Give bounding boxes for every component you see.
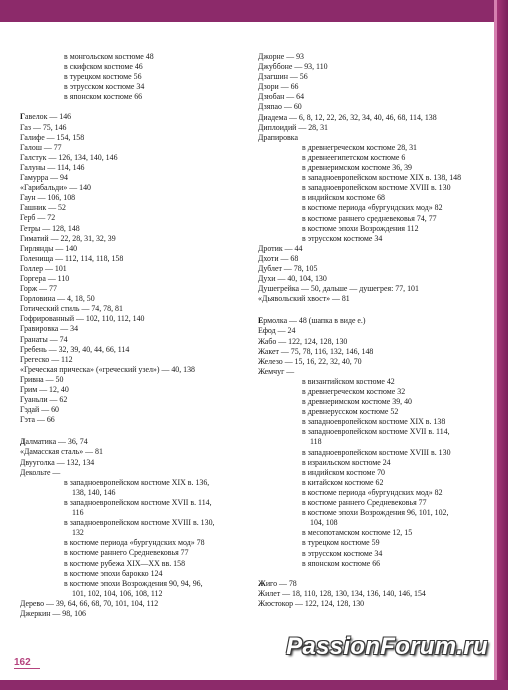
entry-text: иго — 78 (265, 578, 297, 588)
entry-text: в японском костюме 66 (64, 92, 143, 102)
entry-text: Голенища — 112, 114, 118, 158 (20, 253, 124, 263)
index-entry (20, 599, 248, 609)
entry-text: в монгольском костюме 48 (64, 52, 154, 61)
index-subentry (258, 203, 490, 213)
index-entry (20, 112, 248, 122)
entry-text: Джеркин — 98, 106 (20, 608, 86, 618)
section-initial-letter: Е (258, 316, 264, 326)
entry-text: Гашник — 52 (20, 203, 66, 213)
entry-text: в западноевропейском костюме XVIII в. 130 (302, 447, 451, 457)
entry-text: в западноевропейском костюме XVII в. 114, (64, 497, 212, 507)
entry-text: Герб — 72 (20, 213, 56, 223)
entry-text: в древнегреческом костюме 28, 31 (302, 142, 417, 152)
section-gap (20, 425, 248, 437)
index-entry (20, 224, 248, 234)
index-entry (258, 82, 490, 92)
index-entry (258, 264, 490, 274)
index-subentry (258, 528, 490, 538)
index-subentry (20, 569, 248, 579)
index-entry (20, 274, 248, 284)
watermark-logo: PassionForum.ru (286, 633, 488, 660)
index-subentry (20, 478, 248, 498)
index-column-right (258, 52, 490, 609)
index-subentry (258, 498, 490, 508)
entry-text: Диадема — 6, 8, 12, 22, 26, 32, 34, 40, 46, 68, 114, 138 (258, 112, 437, 122)
index-entry (20, 355, 248, 365)
index-entry (20, 294, 248, 304)
index-entry (20, 437, 248, 447)
index-subentry (258, 478, 490, 488)
entry-text: Газ — 75, 146 (20, 122, 67, 132)
entry-text: Жакет — 75, 78, 116, 132, 146, 148 (258, 346, 374, 356)
section-initial-letter: Г (20, 112, 26, 122)
entry-text: в костюме эпохи Возрождения 112 (302, 223, 419, 233)
entry-text: Жабо — 122, 124, 128, 130 (258, 336, 348, 346)
index-subentry (258, 173, 490, 183)
index-subentry (258, 458, 490, 468)
index-entry (258, 316, 490, 326)
index-entry (258, 123, 490, 133)
entry-text: в костюме периода «бургундских мод» 78 (64, 538, 205, 548)
entry-text: Готический стиль — 74, 78, 81 (20, 304, 123, 314)
index-entry (258, 244, 490, 254)
index-entry (20, 254, 248, 264)
entry-text: в японском костюме 66 (302, 558, 381, 568)
index-subentry (258, 143, 490, 153)
index-entry (258, 133, 490, 143)
index-entry (258, 102, 490, 112)
entry-text: Гуаньли — 62 (20, 395, 68, 405)
index-subentry (258, 488, 490, 498)
index-entry (20, 213, 248, 223)
right-border-bar (494, 0, 508, 690)
index-entry (258, 599, 490, 609)
entry-text: Дзори — 66 (258, 82, 299, 92)
index-subentry (258, 224, 490, 234)
entry-text: в западноевропейском костюме XVIII в. 130 (302, 183, 451, 193)
entry-continuation: 101, 102, 104, 106, 108, 112 (72, 588, 163, 598)
entry-text: Гирлянды — 140 (20, 243, 78, 253)
entry-text: в костюме раннего Средневековья 77 (64, 548, 189, 558)
entry-text: в западноевропейском костюме XIX в. 138, 148 (302, 173, 462, 183)
entry-text: в костюме периода «бургундских мод» 82 (302, 487, 443, 497)
entry-text: Дзагшин — 56 (258, 72, 308, 82)
index-subentry (20, 72, 248, 82)
index-subentry (20, 548, 248, 558)
entry-text: Грим — 12, 40 (20, 385, 69, 394)
index-entry (258, 52, 490, 62)
entry-text: в этрусском костюме 34 (302, 548, 383, 558)
index-entry (258, 579, 490, 589)
index-subentry (258, 559, 490, 569)
entry-text: Декольте — (20, 467, 61, 477)
index-subentry (258, 538, 490, 548)
entry-text: Голлер — 101 (20, 263, 67, 273)
index-entry (20, 153, 248, 163)
entry-text: Гаун — 106, 108 (20, 193, 76, 203)
index-entry (20, 173, 248, 183)
entry-text: в западноевропейском костюме XVIII в. 130, (64, 518, 215, 528)
entry-text: в турецком костюме 59 (302, 538, 380, 548)
index-entry (258, 284, 490, 294)
index-entry (20, 405, 248, 415)
section-gap (20, 102, 248, 112)
entry-text: в древнегреческом костюме 32 (302, 387, 406, 396)
index-entry (20, 284, 248, 294)
index-subentry (20, 538, 248, 548)
entry-text: в костюме периода «бургундских мод» 82 (302, 203, 443, 213)
entry-text: Дхоти — 68 (258, 253, 299, 263)
index-subentry (258, 468, 490, 478)
entry-text: Дублет — 78, 105 (258, 263, 318, 273)
index-entry (20, 234, 248, 244)
entry-text: в месопотамском костюме 12, 15 (302, 528, 413, 538)
index-subentry (258, 377, 490, 387)
entry-continuation: 104, 108 (310, 518, 338, 528)
index-subentry (20, 559, 248, 569)
index-entry (258, 337, 490, 347)
entry-text: Ефод — 24 (258, 326, 296, 336)
entry-text: в костюме раннего Средневековья 77 (302, 498, 427, 508)
index-entry (20, 304, 248, 314)
index-entry (258, 294, 490, 304)
entry-text: алматика — 36, 74 (25, 437, 88, 447)
entry-text: «Дамасская сталь» — 81 (20, 447, 103, 457)
entry-text: в костюме эпохи барокко 124 (64, 568, 163, 578)
index-subentry (20, 498, 248, 518)
index-subentry (20, 518, 248, 538)
entry-text: в древнеегипетском костюме 6 (302, 152, 406, 162)
index-subentry (258, 214, 490, 224)
index-subentry (258, 153, 490, 163)
entry-text: в западноевропейском костюме XVII в. 114, (302, 427, 450, 437)
entry-text: Джуббоне — 93, 110 (258, 62, 328, 72)
entry-text: Горж — 77 (20, 284, 57, 294)
index-entry (258, 357, 490, 367)
section-gap (258, 304, 490, 316)
entry-text: Гребень — 32, 39, 40, 44, 66, 114 (20, 344, 130, 354)
entry-text: в турецком костюме 56 (64, 72, 142, 82)
index-entry (20, 415, 248, 425)
entry-text: Галифе — 154, 158 (20, 132, 85, 142)
index-subentry (258, 407, 490, 417)
entry-text: в израильском костюме 24 (302, 457, 391, 467)
entry-continuation: 132 (72, 528, 84, 538)
index-entry (20, 458, 248, 468)
index-entry (20, 264, 248, 274)
entry-text: Двууголка — 132, 134 (20, 457, 95, 467)
index-entry (20, 395, 248, 405)
entry-text: «Дьявольский хвост» — 81 (258, 294, 350, 304)
index-entry (258, 72, 490, 82)
index-entry (20, 345, 248, 355)
page-number: 162 (14, 657, 31, 668)
entry-text: Дротик — 44 (258, 243, 303, 253)
entry-text: рмолка — 48 (шапка в виде е.) (263, 316, 366, 326)
index-subentry (20, 62, 248, 72)
index-entry (20, 193, 248, 203)
entry-text: «Греческая прическа» («греческий узел») — 40, 138 (20, 364, 196, 374)
entry-text: Железо — 15, 16, 22, 32, 40, 70 (258, 356, 362, 366)
entry-continuation: 118 (310, 437, 322, 447)
entry-text: Галуны — 114, 146 (20, 162, 85, 172)
index-entry (20, 447, 248, 457)
entry-text: Дзяпао — 60 (258, 102, 302, 112)
entry-text: Галстук — 126, 134, 140, 146 (20, 152, 118, 162)
entry-text: в индийском костюме 70 (302, 467, 385, 477)
entry-text: в древнеримском костюме 39, 40 (302, 397, 412, 407)
entry-text: Горгера — 110 (20, 273, 70, 283)
entry-text: Жюстокор — 122, 124, 128, 130 (258, 598, 365, 608)
index-subentry (258, 387, 490, 397)
entry-text: Гривна — 50 (20, 374, 64, 384)
index-entry (20, 609, 248, 619)
entry-text: в западноевропейском костюме XIX в. 138 (302, 417, 446, 427)
entry-text: Душегрейка — 50, дальше — душегрея: 77, 101 (258, 284, 419, 294)
index-entry (20, 183, 248, 193)
page-number-underline (14, 668, 40, 669)
entry-text: в древнерусском костюме 52 (302, 407, 399, 417)
index-entry (20, 143, 248, 153)
entry-text: в византийском костюме 42 (302, 376, 395, 386)
index-entry (20, 375, 248, 385)
index-entry (20, 314, 248, 324)
index-column-left (20, 52, 248, 619)
entry-text: в скифском костюме 46 (64, 62, 143, 72)
index-entry (20, 468, 248, 478)
index-subentry (20, 579, 248, 599)
index-subentry (258, 508, 490, 528)
index-entry (20, 324, 248, 334)
index-entry (258, 113, 490, 123)
entry-text: Грегеско — 112 (20, 354, 73, 364)
index-entry (258, 367, 490, 377)
entry-text: в этрусском костюме 34 (64, 82, 145, 92)
index-subentry (258, 193, 490, 203)
index-entry (258, 274, 490, 284)
index-subentry (20, 92, 248, 102)
section-initial-letter: Д (20, 437, 26, 447)
index-subentry (20, 52, 248, 62)
entry-text: в этрусском костюме 34 (302, 233, 383, 243)
top-border-bar (0, 0, 508, 22)
entry-text: Гравировка — 34 (20, 324, 79, 334)
entry-text: Дерево — 39, 64, 66, 68, 70, 101, 104, 112 (20, 598, 159, 608)
index-entry (258, 92, 490, 102)
index-subentry (258, 397, 490, 407)
entry-text: в костюме рубежа XIX—XX вв. 158 (64, 558, 186, 568)
index-entry (20, 385, 248, 395)
index-entry (20, 365, 248, 375)
index-entry (20, 123, 248, 133)
entry-text: в костюме эпохи Возрождения 96, 101, 102, (302, 508, 449, 518)
entry-text: Дзюбан — 64 (258, 92, 305, 102)
entry-text: в древнеримском костюме 36, 39 (302, 163, 412, 173)
index-entry (20, 203, 248, 213)
index-subentry (258, 234, 490, 244)
entry-text: Духи — 40, 104, 130 (258, 274, 327, 284)
index-entry (258, 254, 490, 264)
index-entry (20, 133, 248, 143)
index-subentry (258, 163, 490, 173)
index-entry (20, 163, 248, 173)
index-entry (258, 326, 490, 336)
entry-text: «Гарибальди» — 140 (20, 183, 91, 193)
entry-text: авелок — 146 (25, 112, 72, 122)
entry-text: Жилет — 18, 110, 128, 130, 134, 136, 140, 146, 154 (258, 588, 426, 598)
entry-text: Жемчуг — (258, 366, 295, 376)
entry-continuation: 116 (72, 508, 84, 518)
entry-text: Гэта — 66 (20, 415, 55, 425)
entry-text: Галош — 77 (20, 142, 62, 152)
entry-text: Горловина — 4, 18, 50 (20, 294, 95, 304)
index-subentry (258, 417, 490, 427)
entry-text: Гетры — 128, 148 (20, 223, 80, 233)
entry-text: в китайском костюме 62 (302, 477, 384, 487)
entry-text: Диплоидий — 28, 31 (258, 122, 328, 132)
index-entry (258, 62, 490, 72)
entry-text: Гэдай — 60 (20, 405, 60, 415)
entry-text: Гамурра — 94 (20, 173, 68, 183)
index-subentry (258, 549, 490, 559)
entry-text: в индийском костюме 68 (302, 193, 385, 203)
section-gap (258, 569, 490, 579)
entry-text: Гранаты — 74 (20, 334, 68, 344)
entry-text: в западноевропейском костюме XIX в. 136, (64, 477, 210, 487)
index-entry (258, 589, 490, 599)
index-entry (258, 347, 490, 357)
index-subentry (258, 448, 490, 458)
index-entry (20, 335, 248, 345)
index-entry (20, 244, 248, 254)
bottom-border-bar (0, 680, 508, 690)
entry-text: Джорне — 93 (258, 52, 304, 61)
entry-text: Гофрированный — 102, 110, 112, 140 (20, 314, 145, 324)
index-subentry (20, 82, 248, 92)
section-initial-letter: Ж (258, 578, 266, 588)
entry-text: в костюме эпохи Возрождения 90, 94, 96, (64, 578, 203, 588)
entry-text: в костюме раннего средневековья 74, 77 (302, 213, 437, 223)
entry-continuation: 138, 140, 146 (72, 487, 116, 497)
entry-text: Гиматий — 22, 28, 31, 32, 39 (20, 233, 116, 243)
entry-text: Драпировка (258, 132, 299, 142)
index-subentry (258, 427, 490, 447)
index-subentry (258, 183, 490, 193)
